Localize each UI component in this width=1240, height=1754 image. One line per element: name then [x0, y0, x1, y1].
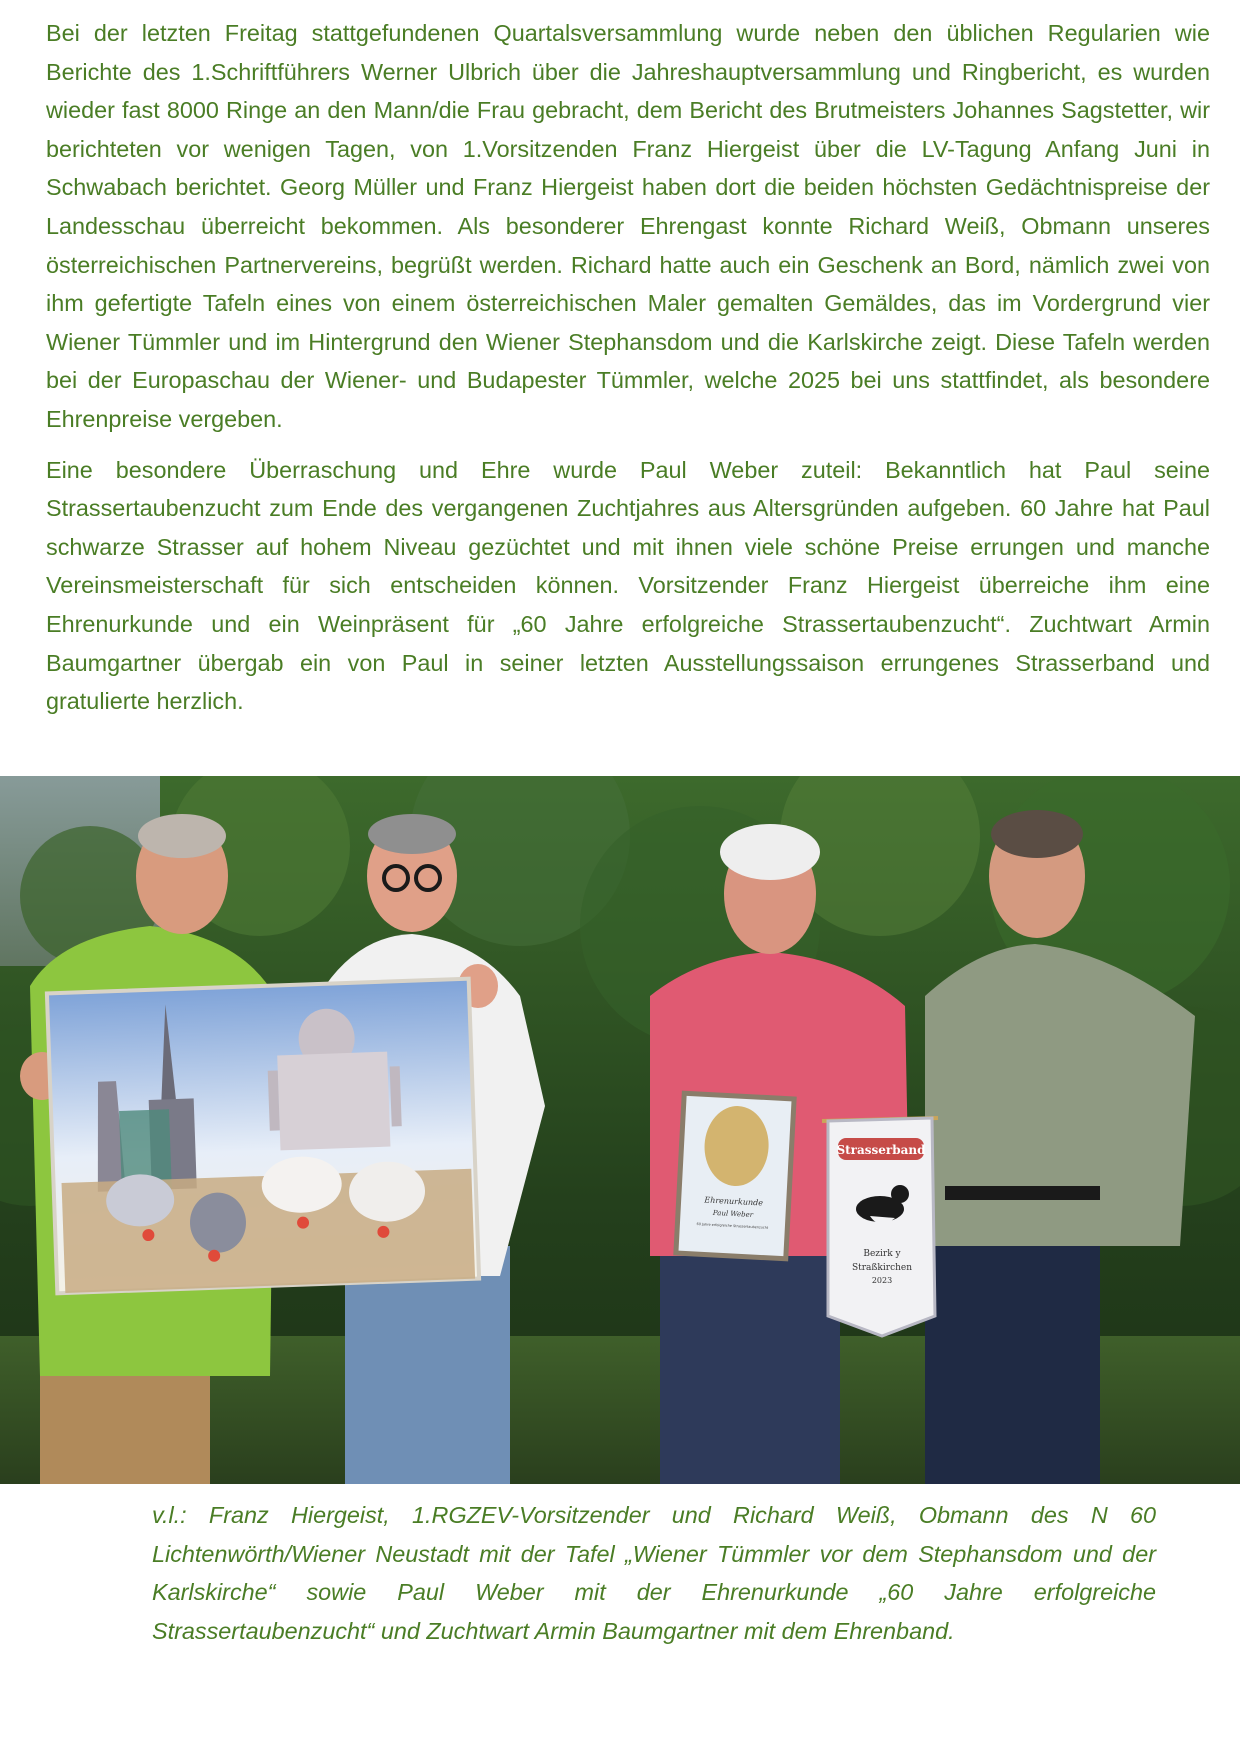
certificate-title: Ehrenurkunde	[704, 1195, 764, 1208]
article-paragraph-1: Bei der letzten Freitag stattgefundenen Quartalsversammlung wurde neben den üblichen Regularien wie Berichte des 1.Schriftführers Werner Ulbrich über die Jahreshauptversammlung und Ringbericht, es wurden wieder fast 8000 Ringe an den Mann/die Frau gebracht, dem Bericht des Brutmeisters Johannes Sagstetter, wir berichteten vor wenigen Tagen, von 1.Vorsitzenden Franz Hiergeist über die LV-Tagung Anfang Juni in Schwabach berichtet. Georg Müller und Franz Hiergeist haben dort die beiden höchsten Gedächtnispreise der Landesschau überreicht bekommen. Als besonderer Ehrengast konnte Richard Weiß, Obmann unseres österreichischen Partnervereins, begrüßt werden. Richard hatte auch ein Geschenk an Bord, nämlich zwei von ihm gefertigte Tafeln eines von einem österreichischen Maler gemalten Gemäldes, das im Vordergrund vier Wiener Tümmler und im Hintergrund den Wiener Stephansdom und die Karlskirche zeigt. Diese Tafeln werden bei der Europaschau der Wiener- und Budapester Tümmler, welche 2025 bei uns stattfindet, als besondere Ehrenpreise vergeben.	[46, 20, 1210, 432]
certificate-text: 60 Jahre erfolgreiche Strassertaubenzucht	[696, 1222, 769, 1230]
pennant-title: Strasserband	[836, 1143, 926, 1157]
pennant-line-2: Straßkirchen	[851, 1263, 913, 1273]
pennant-line-1: Bezirk y	[863, 1249, 901, 1259]
article-paragraph-2: Eine besondere Überraschung und Ehre wurde Paul Weber zuteil: Bekanntlich hat Paul seine Strassertaubenzucht zum Ende des vergangenen Zuchtjahres aus Altersgründen aufgeben. 60 Jahre hat Paul schwarze Strasser auf hohem Niveau gezüchtet und mit ihnen viele schöne Preise errungen und manche Vereinsmeisterschaft für sich entscheiden können. Vorsitzender Franz Hiergeist überreiche ihm eine Ehrenurkunde und ein Weinpräsent für „60 Jahre erfolgreiche Strassertaubenzucht“. Zuchtwart Armin Baumgartner übergab ein von Paul in seiner letzten Ausstellungssaison errungenes Strasserband und gratulierte herzlich.	[46, 456, 1210, 715]
pennant-year: 2023	[871, 1276, 893, 1285]
certificate-ehrenurkunde	[676, 1093, 794, 1259]
photo-caption: v.l.: Franz Hiergeist, 1.RGZEV-Vorsitzender und Richard Weiß, Obmann des N 60 Lichtenwörth/Wiener Neustadt mit der Tafel „Wiener Tümmler vor dem Stephansdom und der Karlskirche“ sowie Paul Weber mit der Ehrenurkunde „60 Jahre erfolgreiche Strassertaubenzucht“ und Zuchtwart Armin Baumgartner mit dem Ehrenband.	[152, 1502, 1156, 1644]
group-photo	[0, 776, 1240, 1484]
article-body	[46, 14, 1210, 733]
certificate-name: Paul Weber	[712, 1208, 754, 1219]
painting-wiener-tuemmler	[47, 979, 479, 1294]
pennant-strasserband	[822, 1118, 938, 1336]
